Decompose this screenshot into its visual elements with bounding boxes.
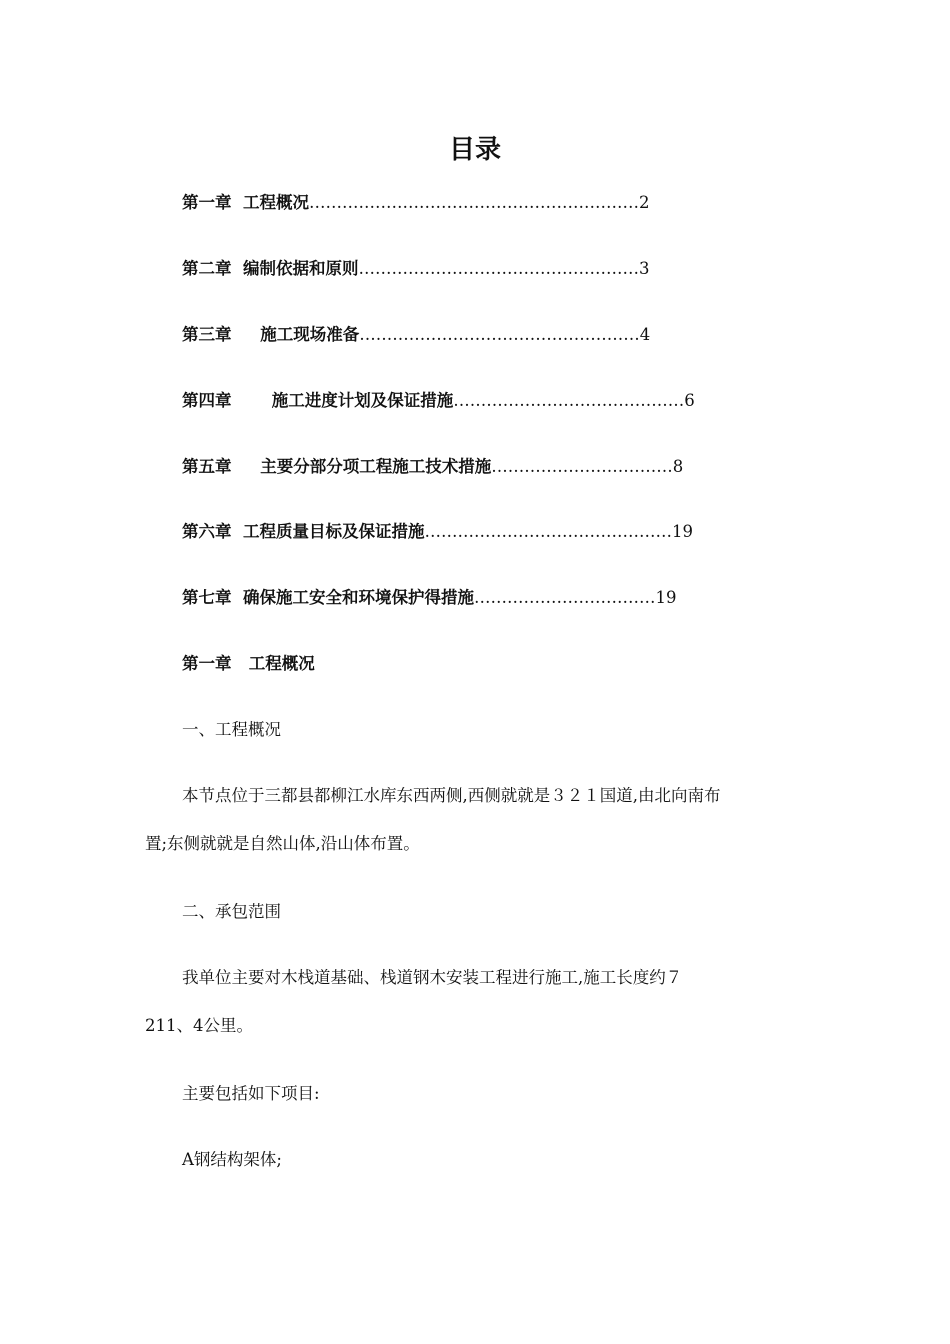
- toc-chapter: 第三章: [182, 325, 232, 344]
- toc-name: 施工现场准备: [260, 325, 360, 344]
- toc-page-number: 19: [672, 522, 693, 541]
- list-item: A钢结构架体;: [182, 1150, 282, 1169]
- toc-leader: ………………………………………: [424, 522, 672, 541]
- toc-gap: [232, 522, 244, 541]
- toc-leader: ……………………………: [474, 588, 656, 607]
- paragraph-text: 本节点位于三都县都柳江水库东西两侧,西侧就就是３２１国道,由北向南布: [182, 786, 721, 805]
- toc-entry[interactable]: [182, 519, 693, 545]
- toc-leader: ……………………………: [491, 457, 673, 476]
- toc-entry[interactable]: [182, 388, 695, 414]
- toc-gap: [232, 391, 272, 410]
- toc-chapter: 第四章: [182, 391, 232, 410]
- toc-gap: [232, 325, 261, 344]
- toc-name: 主要分部分项工程施工技术措施: [260, 457, 492, 476]
- toc-leader: ……………………………………: [453, 391, 685, 410]
- toc-chapter: 第二章: [182, 259, 232, 278]
- section-heading: 二、承包范围: [182, 902, 281, 921]
- paragraph-line: [145, 783, 810, 809]
- toc-page-number: 6: [684, 391, 695, 410]
- toc-page-number: 2: [639, 193, 650, 212]
- toc-page-number: 8: [672, 457, 684, 476]
- toc-leader: ……………………………………………: [358, 259, 639, 278]
- toc-entry[interactable]: [182, 585, 677, 611]
- toc-name: 施工进度计划及保证措施: [271, 391, 454, 410]
- toc-name: 工程概况: [243, 193, 309, 212]
- page-title: 目录: [448, 135, 501, 165]
- section-heading: 一、工程概况: [182, 720, 281, 739]
- chapter-heading: 第一章 工程概况: [182, 654, 315, 673]
- paragraph-line: [145, 1013, 810, 1039]
- paragraph-line: [145, 831, 810, 857]
- toc-entry[interactable]: [182, 256, 650, 282]
- paragraph: [145, 783, 810, 857]
- toc-name: 编制依据和原则: [243, 259, 359, 278]
- paragraph-text: 我单位主要对木栈道基础、栈道钢木安装工程进行施工,施工长度约７: [182, 968, 683, 987]
- toc-page-number: 4: [639, 325, 651, 344]
- toc-gap: [232, 259, 244, 278]
- paragraph: [145, 965, 810, 1039]
- toc-chapter: 第五章: [182, 457, 232, 476]
- paragraph-line: [145, 965, 810, 991]
- paragraph-text: 211、4公里。: [145, 1016, 253, 1035]
- toc-page-number: 3: [639, 259, 650, 278]
- toc-gap: [232, 193, 244, 212]
- toc-gap: [232, 457, 261, 476]
- toc-chapter: 第一章: [182, 193, 232, 212]
- toc-gap: [232, 588, 244, 607]
- toc-leader: ……………………………………………………: [309, 193, 639, 212]
- toc-leader: ……………………………………………: [359, 325, 640, 344]
- toc-name: 确保施工安全和环境保护得措施: [243, 588, 474, 607]
- toc-chapter: 第七章: [182, 588, 232, 607]
- toc-entry[interactable]: [182, 454, 683, 480]
- paragraph-text: 置;东侧就就是自然山体,沿山体布置。: [145, 834, 420, 853]
- toc-page-number: 19: [655, 588, 677, 607]
- toc-entry[interactable]: [182, 190, 650, 216]
- items-intro: 主要包括如下项目:: [182, 1084, 320, 1103]
- toc-chapter: 第六章: [182, 522, 232, 541]
- toc-entry[interactable]: [182, 322, 650, 348]
- toc-name: 工程质量目标及保证措施: [243, 522, 425, 541]
